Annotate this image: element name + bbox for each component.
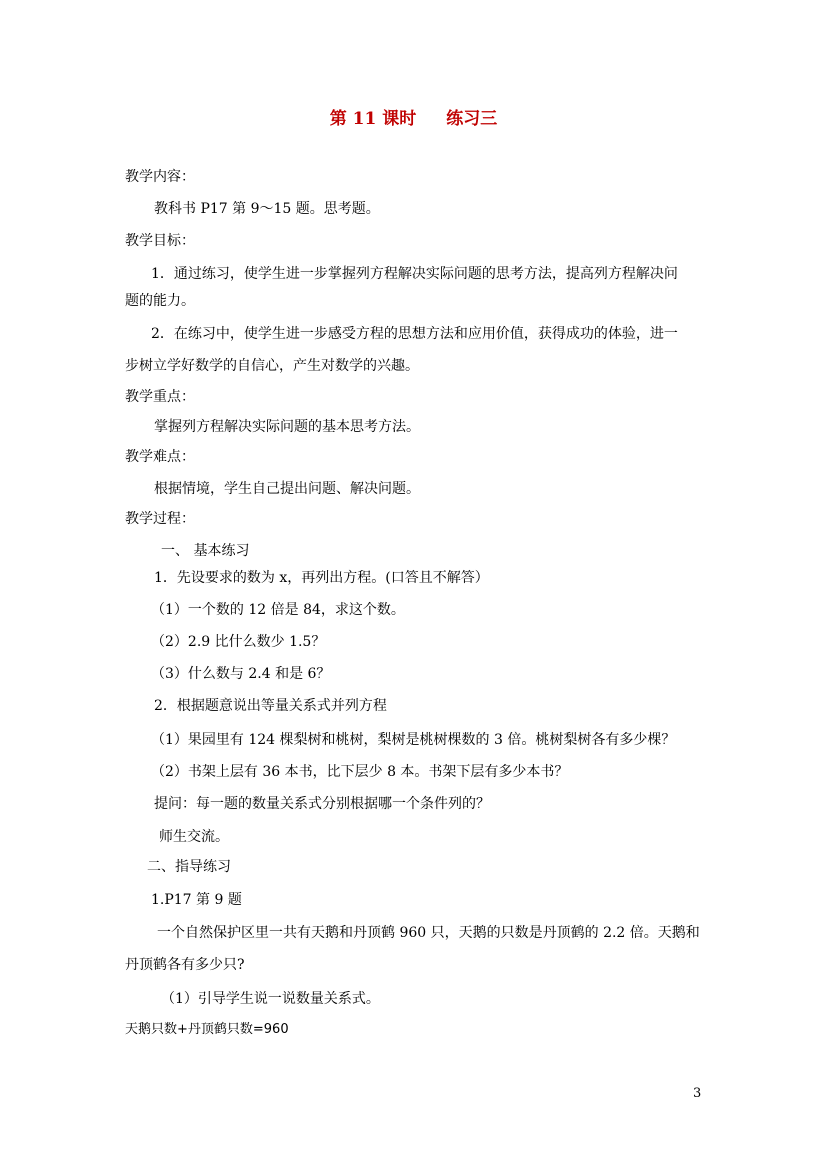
objective-2-line-2: 步树立学好数学的自信心，产生对数学的兴趣。	[125, 358, 419, 374]
exercise-2-item-1: （1）果园里有 124 棵梨树和桃树，梨树是桃树棵数的 3 倍。桃树梨树各有多少棵？	[151, 732, 676, 748]
objective-2-line-1: 2．在练习中，使学生进一步感受方程的思想方法和应用价值，获得成功的体验，进一	[151, 326, 678, 342]
discussion-text: 师生交流。	[159, 829, 229, 845]
exercise-2: 2．根据题意说出等量关系式并列方程	[154, 698, 387, 714]
exercise-1-item-1: （1）一个数的 12 倍是 84，求这个数。	[151, 602, 405, 618]
problem-line-1: 一个自然保护区里一共有天鹅和丹顶鹤 960 只，天鹅的只数是丹顶鹤的 2.2 倍。天鹅和	[157, 925, 700, 941]
content-text: 教科书 P17 第 9～15 题。思考题。	[154, 201, 380, 217]
section-basic-practice: 一、 基本练习	[161, 543, 250, 559]
key-points-text: 掌握列方程解决实际问题的基本思考方法。	[154, 419, 420, 435]
heading-key-points: 教学重点：	[125, 389, 195, 405]
exercise-1: 1．先设要求的数为 x，再列出方程。(口答且不解答）	[154, 570, 489, 586]
exercise-1-item-3: （3）什么数与 2.4 和是 6？	[151, 666, 331, 682]
page-title	[0, 104, 827, 129]
objective-1-line-1: 1．通过练习，使学生进一步掌握列方程解决实际问题的思考方法，提高列方程解决问	[151, 266, 678, 282]
question-prompt: 提问：每一题的数量关系式分别根据哪一个条件列的？	[154, 796, 490, 812]
heading-content: 教学内容：	[125, 169, 195, 185]
guidance-step-1: （1）引导学生说一说数量关系式。	[161, 991, 380, 1007]
guided-exercise-ref: 1.P17 第 9 题	[151, 892, 242, 908]
problem-line-2: 丹顶鹤各有多少只?	[125, 957, 245, 973]
page-number: 3	[693, 1086, 702, 1101]
lesson-number: 第 11 课时	[329, 109, 417, 129]
equation-relation: 天鹅只数+丹顶鹤只数=960	[125, 1022, 289, 1037]
section-guided-practice: 二、指导练习	[147, 859, 231, 875]
objective-1-line-2: 题的能力。	[125, 293, 195, 309]
heading-process: 教学过程：	[125, 511, 195, 527]
exercise-1-item-2: （2）2.9 比什么数少 1.5？	[151, 634, 326, 650]
difficulties-text: 根据情境，学生自己提出问题、解决问题。	[154, 481, 420, 497]
lesson-name: 练习三	[446, 109, 498, 129]
heading-objectives: 教学目标：	[125, 233, 195, 249]
heading-difficulties: 教学难点：	[125, 449, 195, 465]
exercise-2-item-2: （2）书架上层有 36 本书，比下层少 8 本。书架下层有多少本书？	[151, 764, 569, 780]
